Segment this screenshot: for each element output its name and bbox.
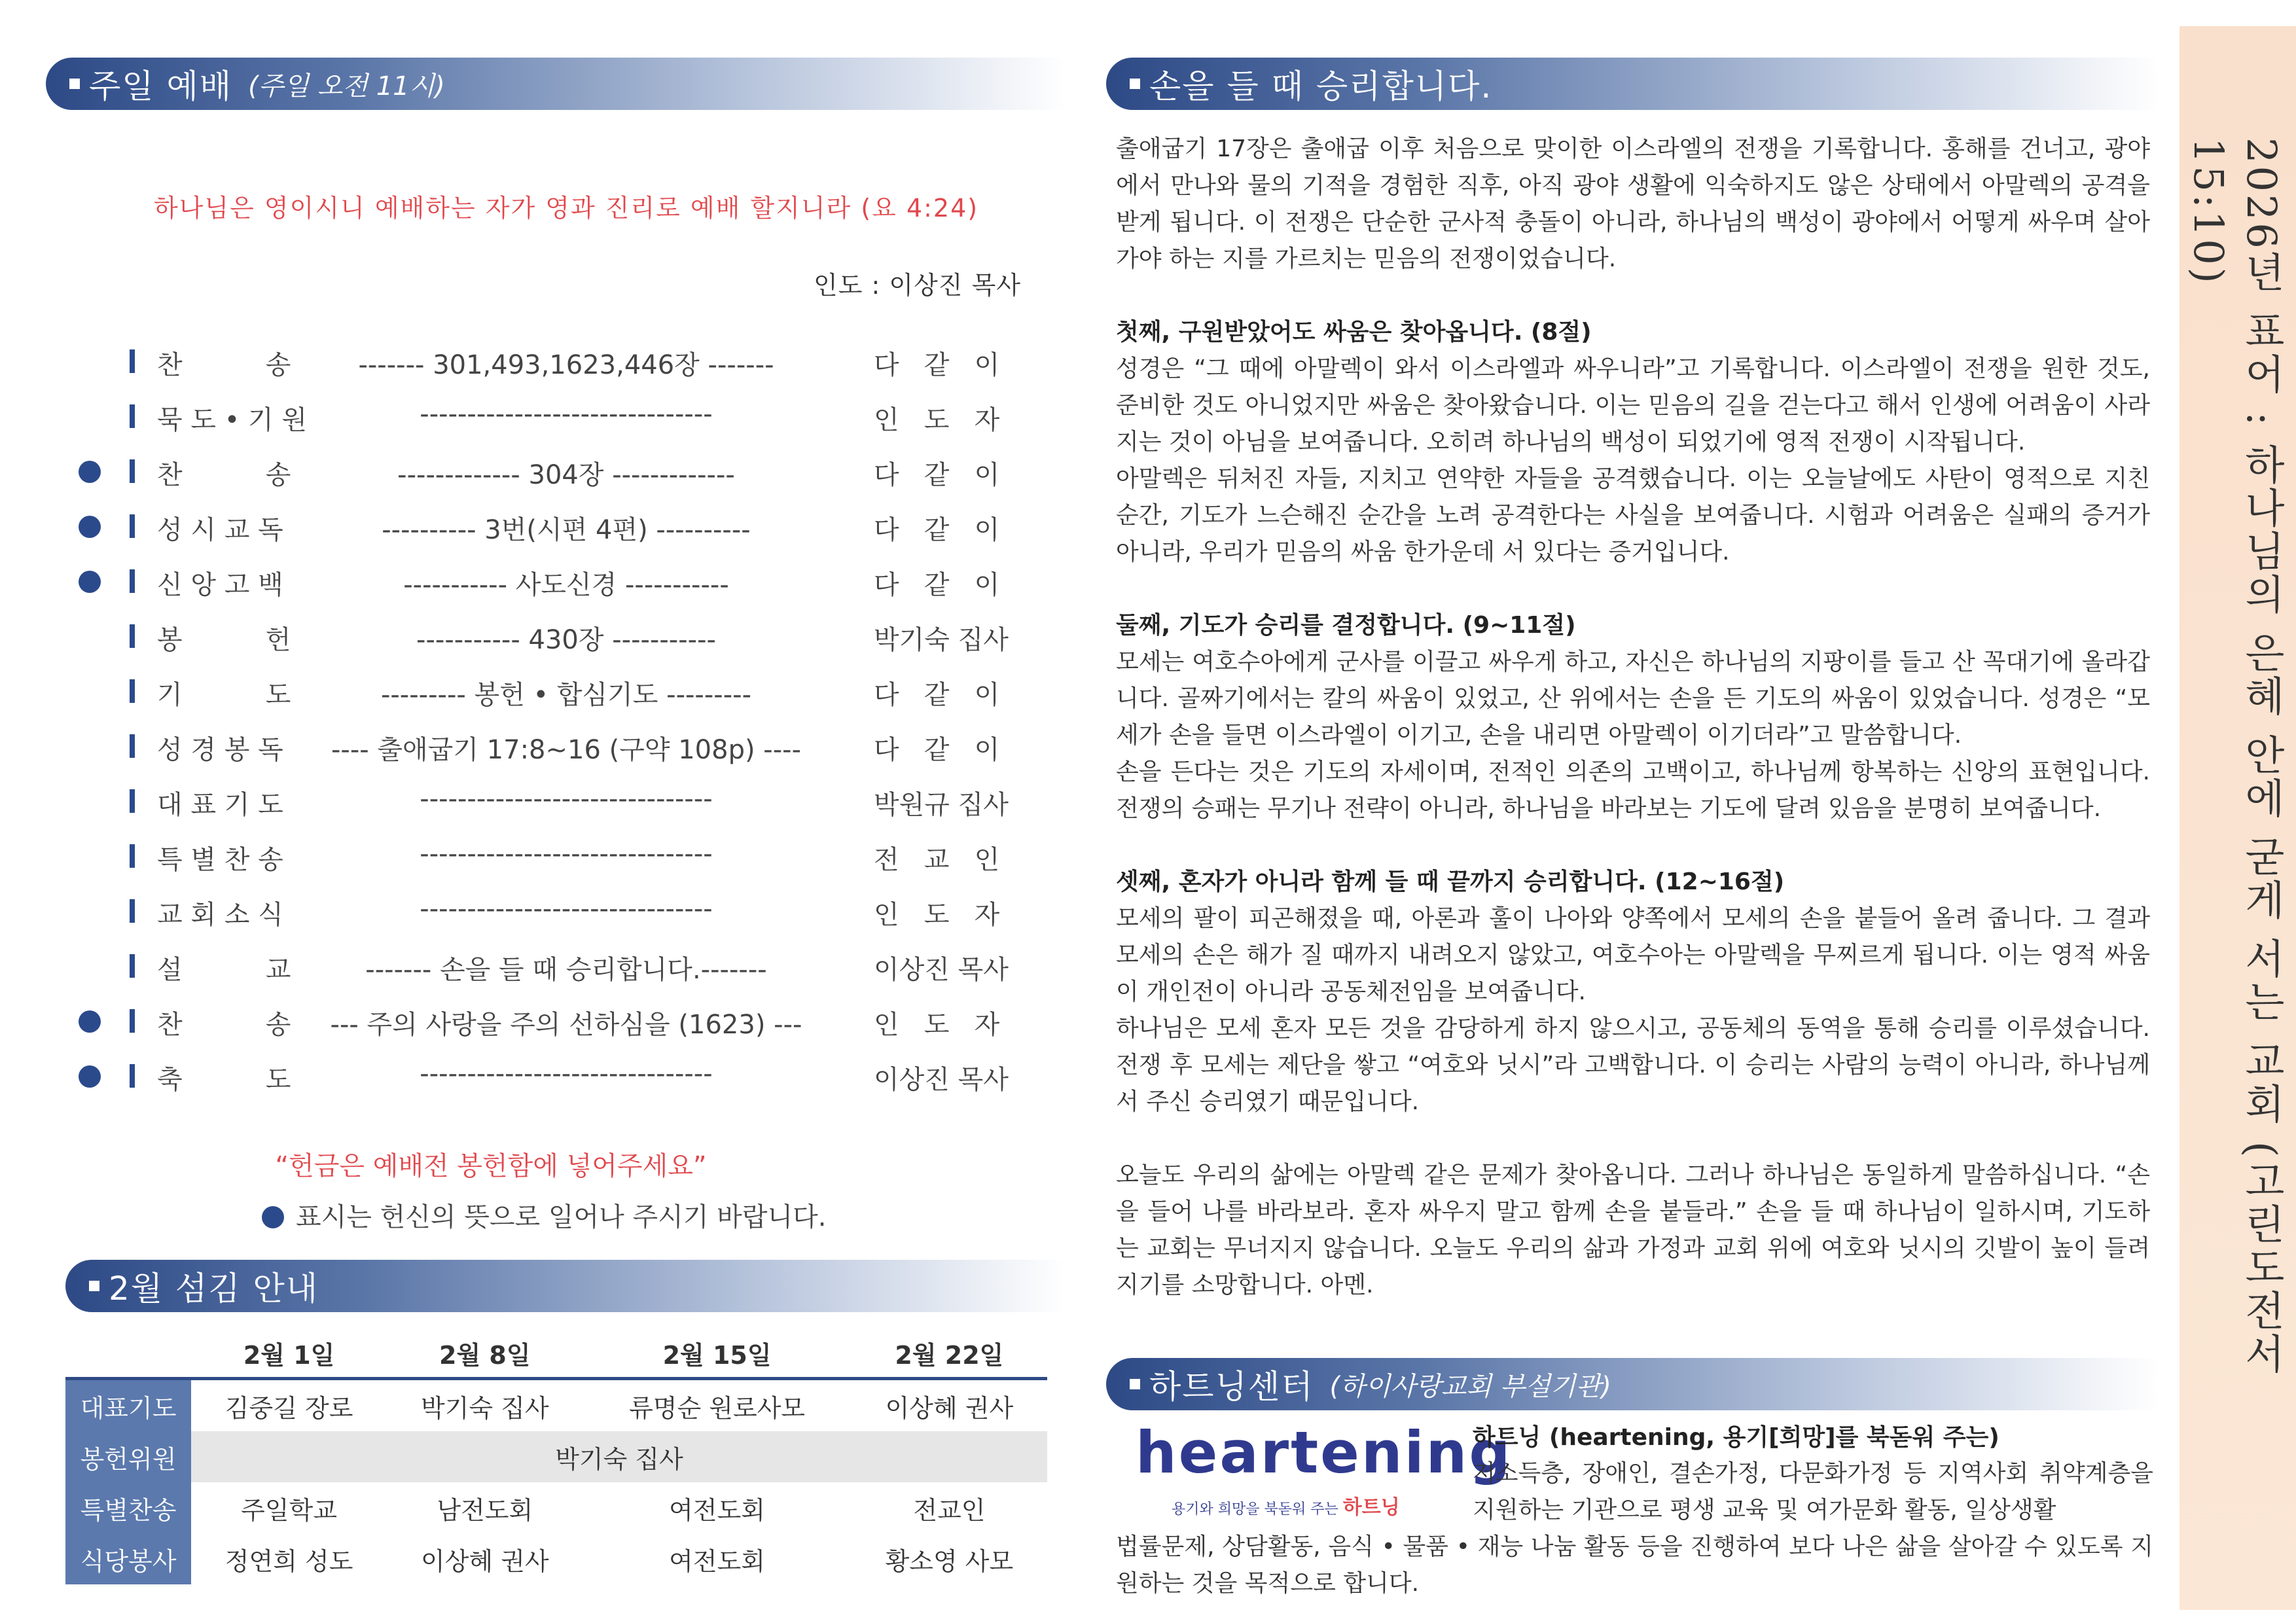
square-bullet-icon: [89, 1281, 99, 1291]
order-row: [79, 719, 1041, 771]
order-item-leader: 이상진 목사: [874, 955, 1009, 985]
order-row: [79, 609, 1041, 661]
order-item-name: 축 도: [157, 1065, 291, 1095]
order-item-leader: 인 도 자: [874, 405, 1000, 435]
duty-date: 2월 15일: [583, 1329, 851, 1379]
row-bar-icon: [130, 349, 135, 373]
duty-header-row: [65, 1329, 1047, 1379]
center-title: 하트닝센터: [1149, 1368, 1314, 1406]
order-row: [79, 554, 1041, 606]
duty-title: 2월 섬김 안내: [109, 1270, 319, 1308]
row-bar-icon: [130, 1009, 135, 1033]
order-item-detail: ----------- 430장 -----------: [416, 625, 716, 655]
order-item-leader: 전 교 인: [874, 845, 1000, 875]
duty-cell: 황소영 사모: [885, 1546, 1014, 1576]
duty-row: [65, 1379, 1047, 1432]
order-item-detail: ------- 손을 들 때 승리합니다.-------: [365, 955, 767, 985]
point1-paragraph: 성경은 “그 때에 아말렉이 와서 이스라엘과 싸우니라”고 기록합니다. 이스라엘이 전쟁을 원한 것도, 준비한 것도 아니었지만 싸움은 찾아왔습니다. 이는 믿음의 길을 걷는다고 해서 인생에 어려움이 사라지는 것이 아님을 보여줍니다. 오히려 하나님의 백성이 되었기에 영적 전쟁이 시작됩니다.: [1116, 355, 2150, 455]
order-row: [79, 829, 1041, 881]
point1-paragraph: 아말렉은 뒤처진 자들, 지치고 연약한 자들을 공격했습니다. 이는 오늘날에도 사탄이 영적으로 지친 순간, 기도가 느슨해진 순간을 노려 공격한다는 사실을 보여줍니다. 시험과 어려움은 실패의 증거가 아니라, 우리가 믿음의 싸움 한가운데 서 있다는 증거입니다.: [1116, 465, 2150, 565]
order-item-detail: -------------------------------: [420, 894, 713, 924]
center-header: [1106, 1358, 2160, 1410]
order-row: [79, 334, 1041, 386]
order-item-detail: ----------- 사도신경 -----------: [403, 570, 729, 600]
order-item-detail: ------------- 304장 -------------: [397, 460, 735, 490]
order-item-leader: 인 도 자: [874, 900, 1000, 930]
duty-role: 식당봉사: [65, 1533, 191, 1584]
order-item-name: 성 경 봉 독: [157, 735, 283, 765]
duty-cell: 정연희 성도: [224, 1546, 353, 1576]
order-item-detail: -------------------------------: [420, 1059, 713, 1089]
duty-date: 2월 8일: [387, 1329, 583, 1379]
order-item-leader: 박원규 집사: [874, 790, 1009, 820]
order-item-name: 기 도: [157, 680, 291, 710]
row-bar-icon: [130, 569, 135, 593]
worship-subtitle: (주일 오전 11시): [248, 71, 445, 101]
center-text-1: 저소득층, 장애인, 결손가정, 다문화가정 등 지역사회 취약계층을 지원하는 기관으로 평생 교육 및 여가문화 활동, 일상생활: [1473, 1460, 2153, 1524]
duty-header: [65, 1260, 1067, 1312]
point3-paragraph: 모세의 팔이 피곤해졌을 때, 아론과 훌이 나아와 양쪽에서 모세의 손을 붙들어 올려 줍니다. 그 결과 모세의 손은 해가 질 때까지 내려오지 않았고, 여호수아는 아말렉을 무찌르게 됩니다. 이는 영적 싸움이 개인전이 아니라 공동체전임을 보여줍니다.: [1116, 905, 2150, 1005]
sermon-conclusion: 오늘도 우리의 삶에는 아말렉 같은 문제가 찾아옵니다. 그러나 하나님은 동일하게 말씀하십니다. “손을 들어 나를 바라보라. 혼자 싸우지 말고 함께 손을 붙들라.” 손을 들 때 하나님이 일하시며, 기도하는 교회는 무너지지 않습니다. 오늘도 우리의 삶과 가정과 교회 위에 여호와 닛시의 깃발이 높이 들려지기를 소망합니다. 아멘.: [1116, 1162, 2150, 1298]
logo-tagline-name: 하트닝: [1342, 1496, 1400, 1519]
row-bar-icon: [130, 789, 135, 813]
point2-paragraph: 손을 든다는 것은 기도의 자세이며, 전적인 의존의 고백이고, 하나님께 항복하는 신앙의 표현입니다. 전쟁의 승패는 무기나 전략이 아니라, 하나님을 바라보는 기도에 달려 있음을 분명히 보여줍니다.: [1116, 758, 2150, 822]
stand-dot-icon: [79, 1010, 101, 1033]
duty-corner: [65, 1329, 191, 1379]
stand-dot-icon: [262, 1206, 284, 1228]
point1-heading: 첫째, 구원받았어도 싸움은 찾아옵니다. (8절): [1116, 319, 1592, 346]
order-item-leader: 다 같 이: [874, 350, 1000, 380]
order-item-detail: --- 주의 사랑을 주의 선하심을 (1623) ---: [330, 1010, 802, 1040]
order-row: [79, 993, 1041, 1046]
worship-leader: 인도 : 이상진 목사: [814, 271, 1021, 300]
row-bar-icon: [130, 679, 135, 703]
order-row: [79, 499, 1041, 551]
order-item-detail: --------- 봉헌 • 합심기도 ---------: [380, 680, 752, 710]
duty-row: [65, 1533, 1047, 1584]
order-item-name: 찬 송: [157, 460, 291, 490]
duty-cell: 남전도회: [437, 1495, 533, 1525]
order-item-name: 묵 도 • 기 원: [157, 405, 308, 435]
row-bar-icon: [130, 954, 135, 978]
row-bar-icon: [130, 1064, 135, 1088]
order-item-name: 찬 송: [157, 350, 291, 380]
duty-date: 2월 1일: [191, 1329, 387, 1379]
sermon-intro: 출애굽기 17장은 출애굽 이후 처음으로 맞이한 이스라엘의 전쟁을 기록합니다. 홍해를 건너고, 광야에서 만나와 물의 기적을 경험한 직후, 아직 광야 생활에 익숙하지도 않은 상태에서 아말렉의 공격을 받게 됩니다. 이 전쟁은 단순한 군사적 충돌이 아니라, 하나님의 백성이 광야에서 어떻게 싸우며 살아가야 하는 지를 가르치는 믿음의 전쟁이었습니다.: [1116, 135, 2150, 272]
duty-cell: 여전도회: [669, 1495, 765, 1525]
row-bar-icon: [130, 459, 135, 483]
duty-role: 대표기도: [65, 1379, 191, 1432]
standing-note-text: 표시는 헌신의 뜻으로 일어나 주시기 바랍니다.: [296, 1202, 827, 1232]
duty-cell: 주일학교: [241, 1495, 338, 1525]
worship-title: 주일 예배: [89, 67, 233, 105]
yearly-motto: 2026년 표어 : 하나님의 은혜 안에 굳게 서는 교회 (고린도전서 15:10): [2185, 137, 2286, 1376]
order-item-leader: 다 같 이: [874, 460, 1000, 490]
point2-heading: 둘째, 기도가 승리를 결정합니다. (9~11절): [1116, 612, 1576, 639]
order-item-leader: 다 같 이: [874, 680, 1000, 710]
point3-paragraph: 하나님은 모세 혼자 모든 것을 감당하게 하지 않으시고, 공동체의 동역을 통해 승리를 이루셨습니다. 전쟁 후 모세는 제단을 쌓고 “여호와 닛시”라 고백합니다. 이 승리는 사람의 능력이 아니라, 하나님께서 주신 승리였기 때문입니다.: [1116, 1015, 2150, 1115]
order-item-leader: 다 같 이: [874, 515, 1000, 545]
duty-cell: 류명순 원로사모: [629, 1393, 806, 1423]
duty-cell-merged: 박기숙 집사: [191, 1431, 1047, 1482]
duty-role: 봉헌위원: [65, 1431, 191, 1482]
worship-header: [46, 58, 1067, 110]
order-row: [79, 774, 1041, 826]
duty-cell: 이상혜 권사: [420, 1546, 549, 1576]
order-row: [79, 938, 1041, 991]
row-bar-icon: [130, 844, 135, 868]
order-item-name: 교 회 소 식: [157, 900, 283, 930]
order-item-leader: 이상진 목사: [874, 1065, 1009, 1095]
standing-note: [262, 1196, 826, 1234]
duty-cell: 김중길 장로: [224, 1393, 353, 1423]
sermon-header: [1106, 58, 2160, 110]
order-item-detail: -------------------------------: [420, 839, 713, 869]
order-item-name: 신 앙 고 백: [157, 570, 283, 600]
square-bullet-icon: [69, 79, 80, 89]
order-item-detail: ------- 301,493,1623,446장 -------: [358, 350, 774, 380]
point3-heading: 셋째, 혼자가 아니라 함께 들 때 끝까지 승리합니다. (12~16절): [1116, 868, 1785, 895]
duty-cell: 여전도회: [669, 1546, 765, 1576]
stand-dot-icon: [79, 461, 101, 483]
square-bullet-icon: [1130, 1379, 1140, 1389]
scripture-verse: 하나님은 영이시니 예배하는 자가 영과 진리로 예배 할지니라 (요 4:24): [154, 194, 979, 223]
order-item-detail: -------------------------------: [420, 399, 713, 429]
heartening-logo-tagline: [1172, 1491, 1400, 1520]
row-bar-icon: [130, 624, 135, 648]
duty-row: [65, 1482, 1047, 1533]
order-item-name: 설 교: [157, 955, 291, 985]
duty-role: 특별찬송: [65, 1482, 191, 1533]
order-row: [79, 1048, 1041, 1101]
order-row: [79, 883, 1041, 936]
order-item-name: 찬 송: [157, 1010, 291, 1040]
row-bar-icon: [130, 514, 135, 538]
duty-date: 2월 22일: [852, 1329, 1047, 1379]
center-subtitle: (하이사랑교회 부설기관): [1329, 1371, 1611, 1402]
offering-note: “헌금은 예배전 봉헌함에 넣어주세요”: [275, 1151, 707, 1181]
order-item-name: 대 표 기 도: [157, 790, 283, 820]
row-bar-icon: [130, 734, 135, 758]
logo-tagline-text: 용기와 희망을 북돋워 주는: [1172, 1501, 1338, 1518]
duty-row: [65, 1431, 1047, 1482]
row-bar-icon: [130, 404, 135, 428]
order-item-detail: -------------------------------: [420, 784, 713, 814]
order-item-detail: ---------- 3번(시편 4편) ----------: [382, 515, 751, 545]
stand-dot-icon: [79, 571, 101, 593]
order-item-detail: ---- 출애굽기 17:8~16 (구약 108p) ----: [331, 735, 802, 765]
sermon-body: [1116, 131, 2150, 1304]
order-row: [79, 664, 1041, 716]
duty-cell: 박기숙 집사: [420, 1393, 549, 1423]
row-bar-icon: [130, 899, 135, 923]
order-item-name: 특 별 찬 송: [157, 845, 283, 875]
order-item-leader: 다 같 이: [874, 735, 1000, 765]
stand-dot-icon: [79, 1065, 101, 1088]
order-row: [79, 389, 1041, 441]
sermon-title: 손을 들 때 승리합니다.: [1149, 67, 1493, 105]
center-heading: 하트닝 (heartening, 용기[희망]를 북돋워 주는): [1473, 1424, 2000, 1451]
duty-cell: 전교인: [913, 1495, 986, 1525]
heartening-logo: heartening: [1136, 1419, 1513, 1486]
order-row: [79, 444, 1041, 496]
order-item-name: 봉 헌: [157, 625, 291, 655]
duty-cell: 이상혜 권사: [885, 1393, 1014, 1423]
center-text-2: 법률문제, 상담활동, 음식 • 물품 • 재능 나눔 활동 등을 진행하여 보다 나은 삶을 살아갈 수 있도록 지원하는 것을 목적으로 합니다.: [1116, 1533, 2153, 1597]
square-bullet-icon: [1130, 79, 1140, 89]
order-item-leader: 박기숙 집사: [874, 625, 1009, 655]
order-item-leader: 인 도 자: [874, 1010, 1000, 1040]
stand-dot-icon: [79, 516, 101, 538]
order-item-name: 성 시 교 독: [157, 515, 283, 545]
duty-table: [65, 1329, 1047, 1584]
point2-paragraph: 모세는 여호수아에게 군사를 이끌고 싸우게 하고, 자신은 하나님의 지팡이를 들고 산 꼭대기에 올라갑니다. 골짜기에서는 칼의 싸움이 있었고, 산 위에서는 손을 든 기도의 싸움이 있었습니다. 성경은 “모세가 손을 들면 이스라엘이 이기고, 손을 내리면 아말렉이 이기더라”고 말씀합니다.: [1116, 649, 2150, 749]
order-item-leader: 다 같 이: [874, 570, 1000, 600]
